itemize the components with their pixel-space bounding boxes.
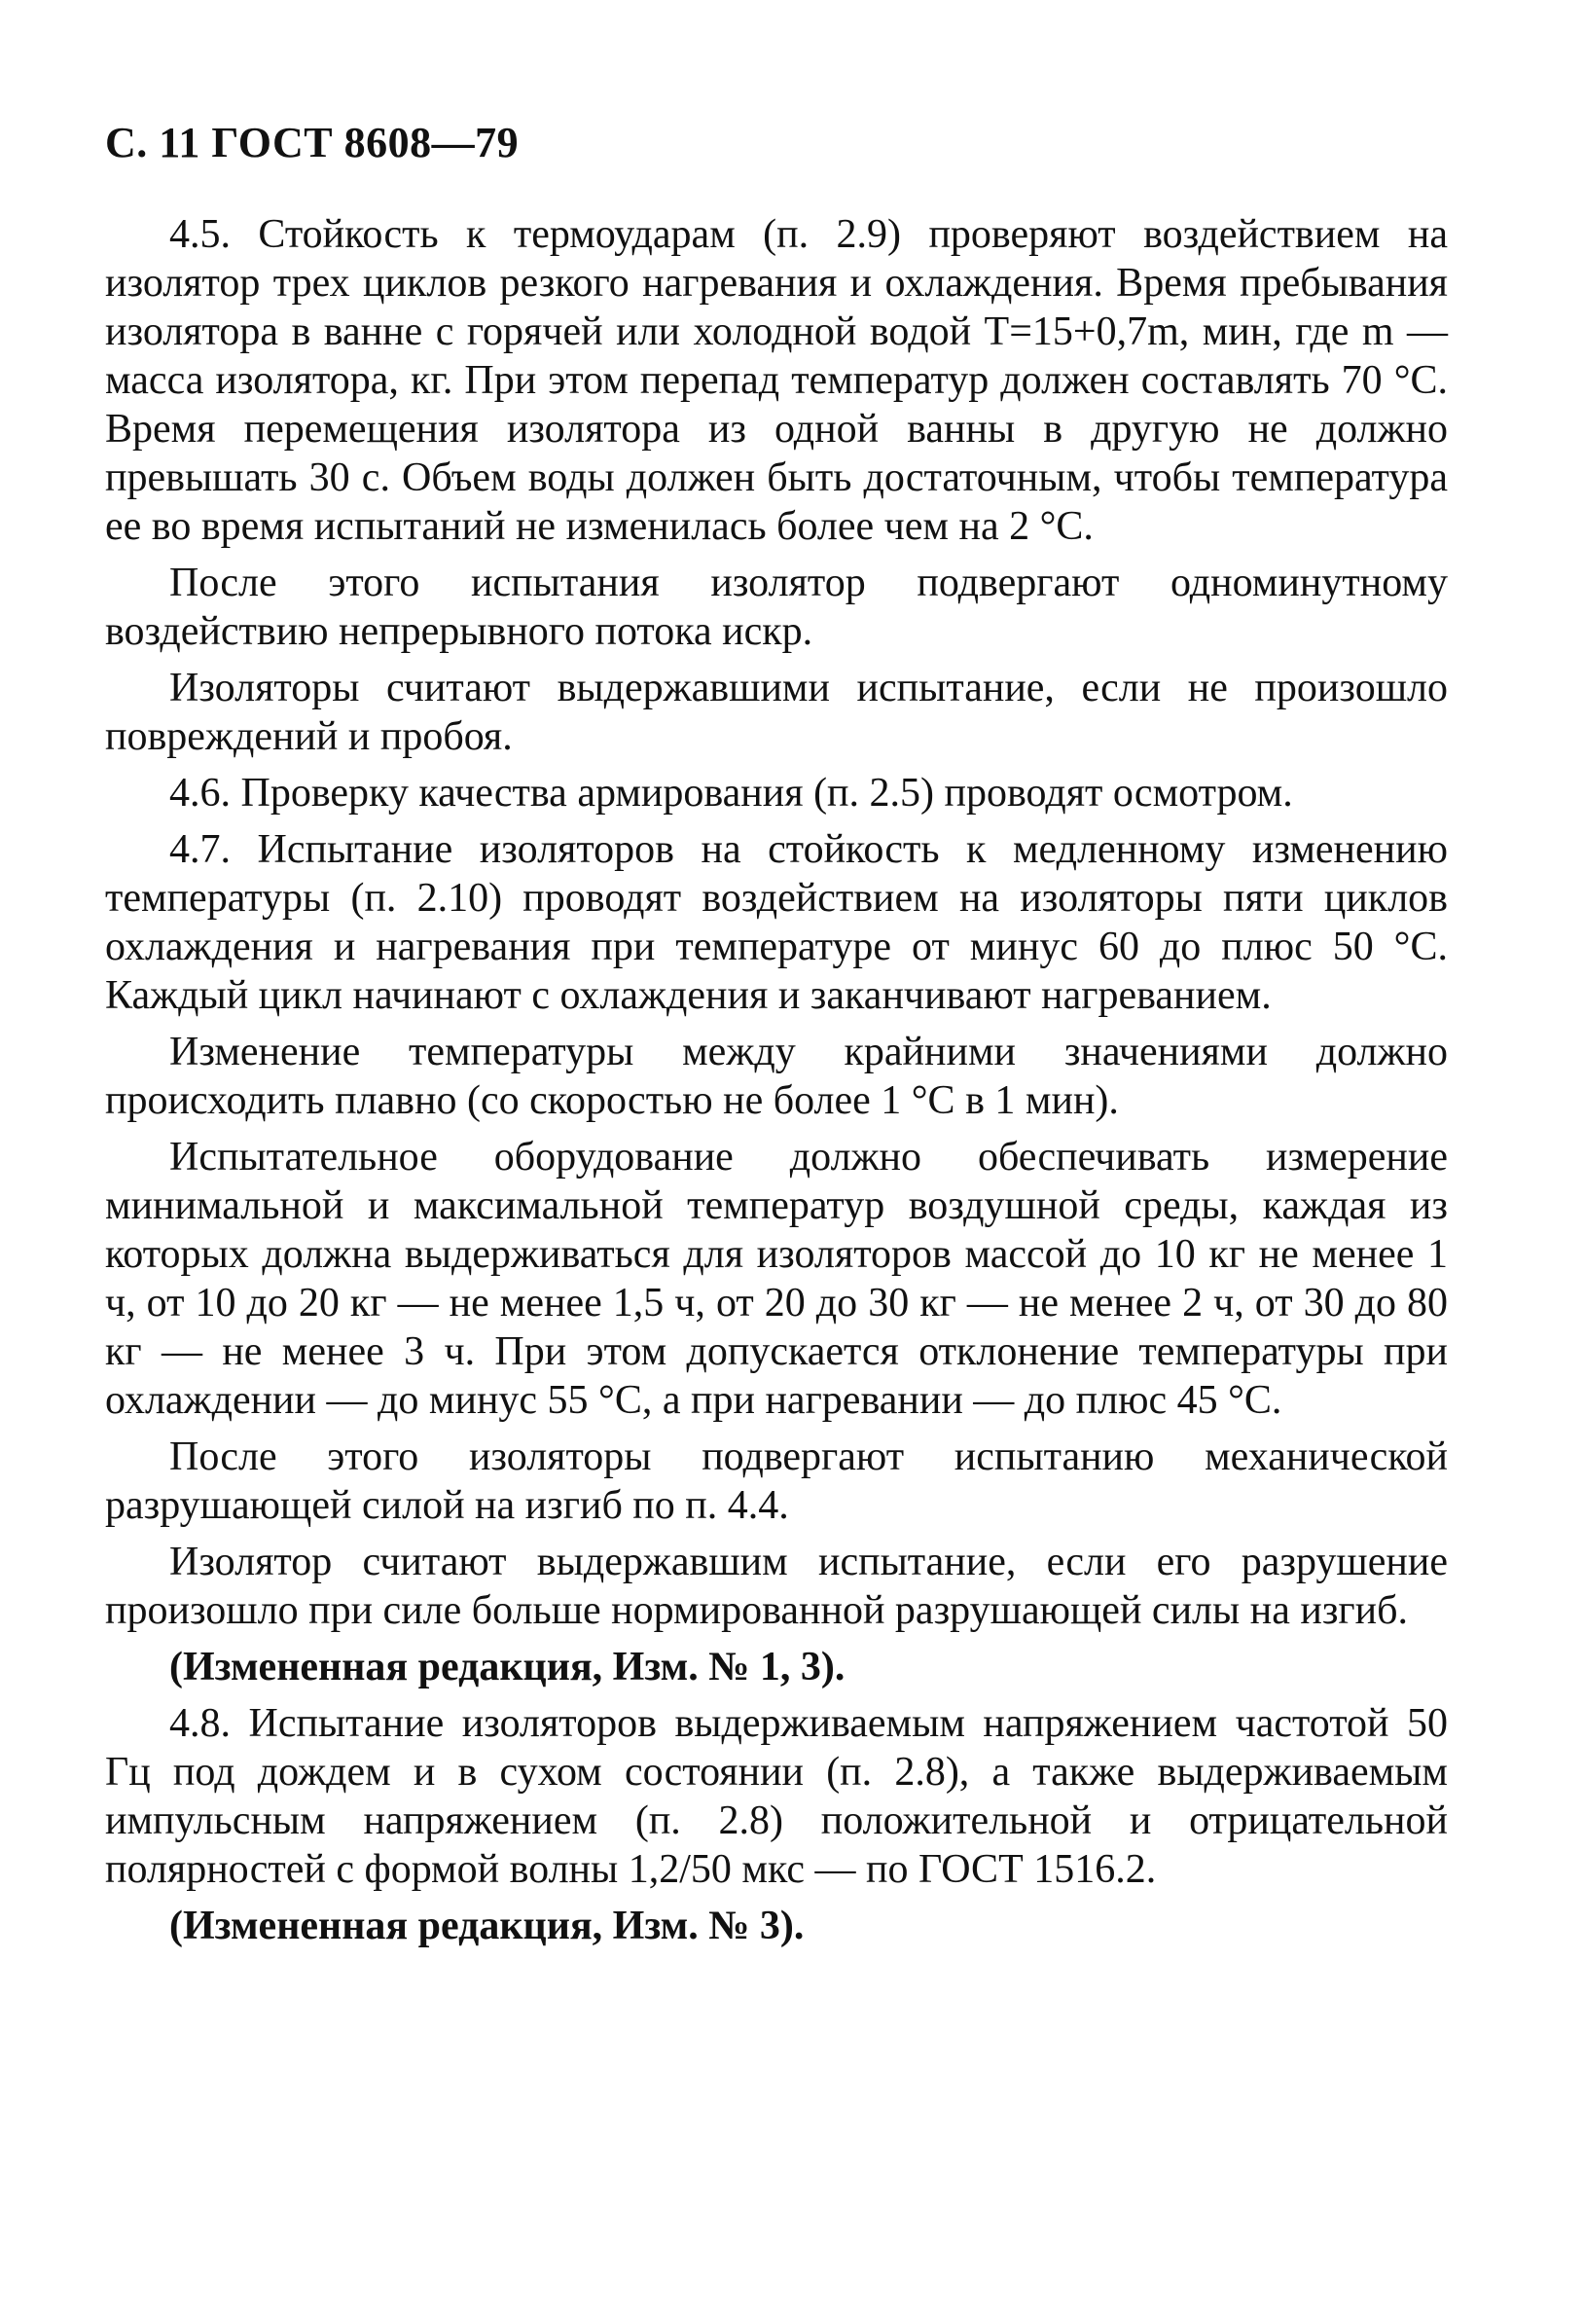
paragraph-4-7-equipment: Испытательное оборудование должно обеспечивать измерение минимальной и максимальной температур воздушной среды, каждая из которых должна выдерживаться для изоляторов массой до 10 кг не менее 1 ч, от 10 до 20 кг — не менее 1,5 ч, от 20 до 30 кг — не менее 2 ч, от 30 до 80 кг — не менее 3 ч. При этом допускается отклонение температуры при охлаждении — до минус 55 °С, а при нагревании — до плюс 45 °С. bbox=[105, 1135, 1448, 1423]
amendment-note-1: (Измененная редакция, Изм. № 1, 3). bbox=[169, 1645, 846, 1689]
paragraph-4-6: 4.6. Проверку качества армирования (п. 2.5) проводят осмотром. bbox=[169, 771, 1293, 816]
amendment-note-2: (Измененная редакция, Изм. № 3). bbox=[169, 1904, 805, 1948]
paragraph-4-8: 4.8. Испытание изоляторов выдерживаемым напряжением частотой 50 Гц под дождем и в сухом состоянии (п. 2.8), а также выдерживаемым импульсным напряжением (п. 2.8) положительной и отрицательной полярностей с формой волны 1,2/50 мкс — по ГОСТ 1516.2. bbox=[105, 1701, 1448, 1892]
paragraph-4-7-rate: Изменение температуры между крайними значениями должно происходить плавно (со скоростью не более 1 °С в 1 мин). bbox=[105, 1030, 1448, 1123]
paragraph-4-5-spark: После этого испытания изолятор подвергают одноминутному воздействию непрерывного потока искр. bbox=[105, 561, 1448, 654]
paragraph-4-7: 4.7. Испытание изоляторов на стойкость к медленному изменению температуры (п. 2.10) проводят воздействием на изоляторы пяти циклов охлаждения и нагревания при температуре от минус 60 до плюс 50 °С. Каждый цикл начинают с охлаждения и заканчивают нагреванием. bbox=[105, 827, 1448, 1018]
paragraph-4-5-result: Изоляторы считают выдержавшими испытание, если не произошло повреждений и пробоя. bbox=[105, 666, 1448, 759]
paragraph-4-7-mechanical: После этого изоляторы подвергают испытанию механической разрушающей силой на изгиб по п. 4.4. bbox=[105, 1434, 1448, 1528]
page-header: С. 11 ГОСТ 8608—79 bbox=[105, 119, 520, 166]
paragraph-4-7-result: Изолятор считают выдержавшим испытание, если его разрушение произошло при силе больше нормированной разрушающей силы на изгиб. bbox=[105, 1540, 1448, 1633]
document-page bbox=[105, 119, 1448, 1958]
paragraph-4-5: 4.5. Стойкость к термоударам (п. 2.9) проверяют воздействием на изолятор трех циклов резкого нагревания и охлаждения. Время пребывания изолятора в ванне с горячей или холодной водой Т=15+0,7m, мин, где m — масса изолятора, кг. При этом перепад температур должен составлять 70 °С. Время перемещения изолятора из одной ванны в другую не должно превышать 30 с. Объем воды должен быть достаточным, чтобы температура ее во время испытаний не изменилась более чем на 2 °С. bbox=[105, 212, 1448, 549]
